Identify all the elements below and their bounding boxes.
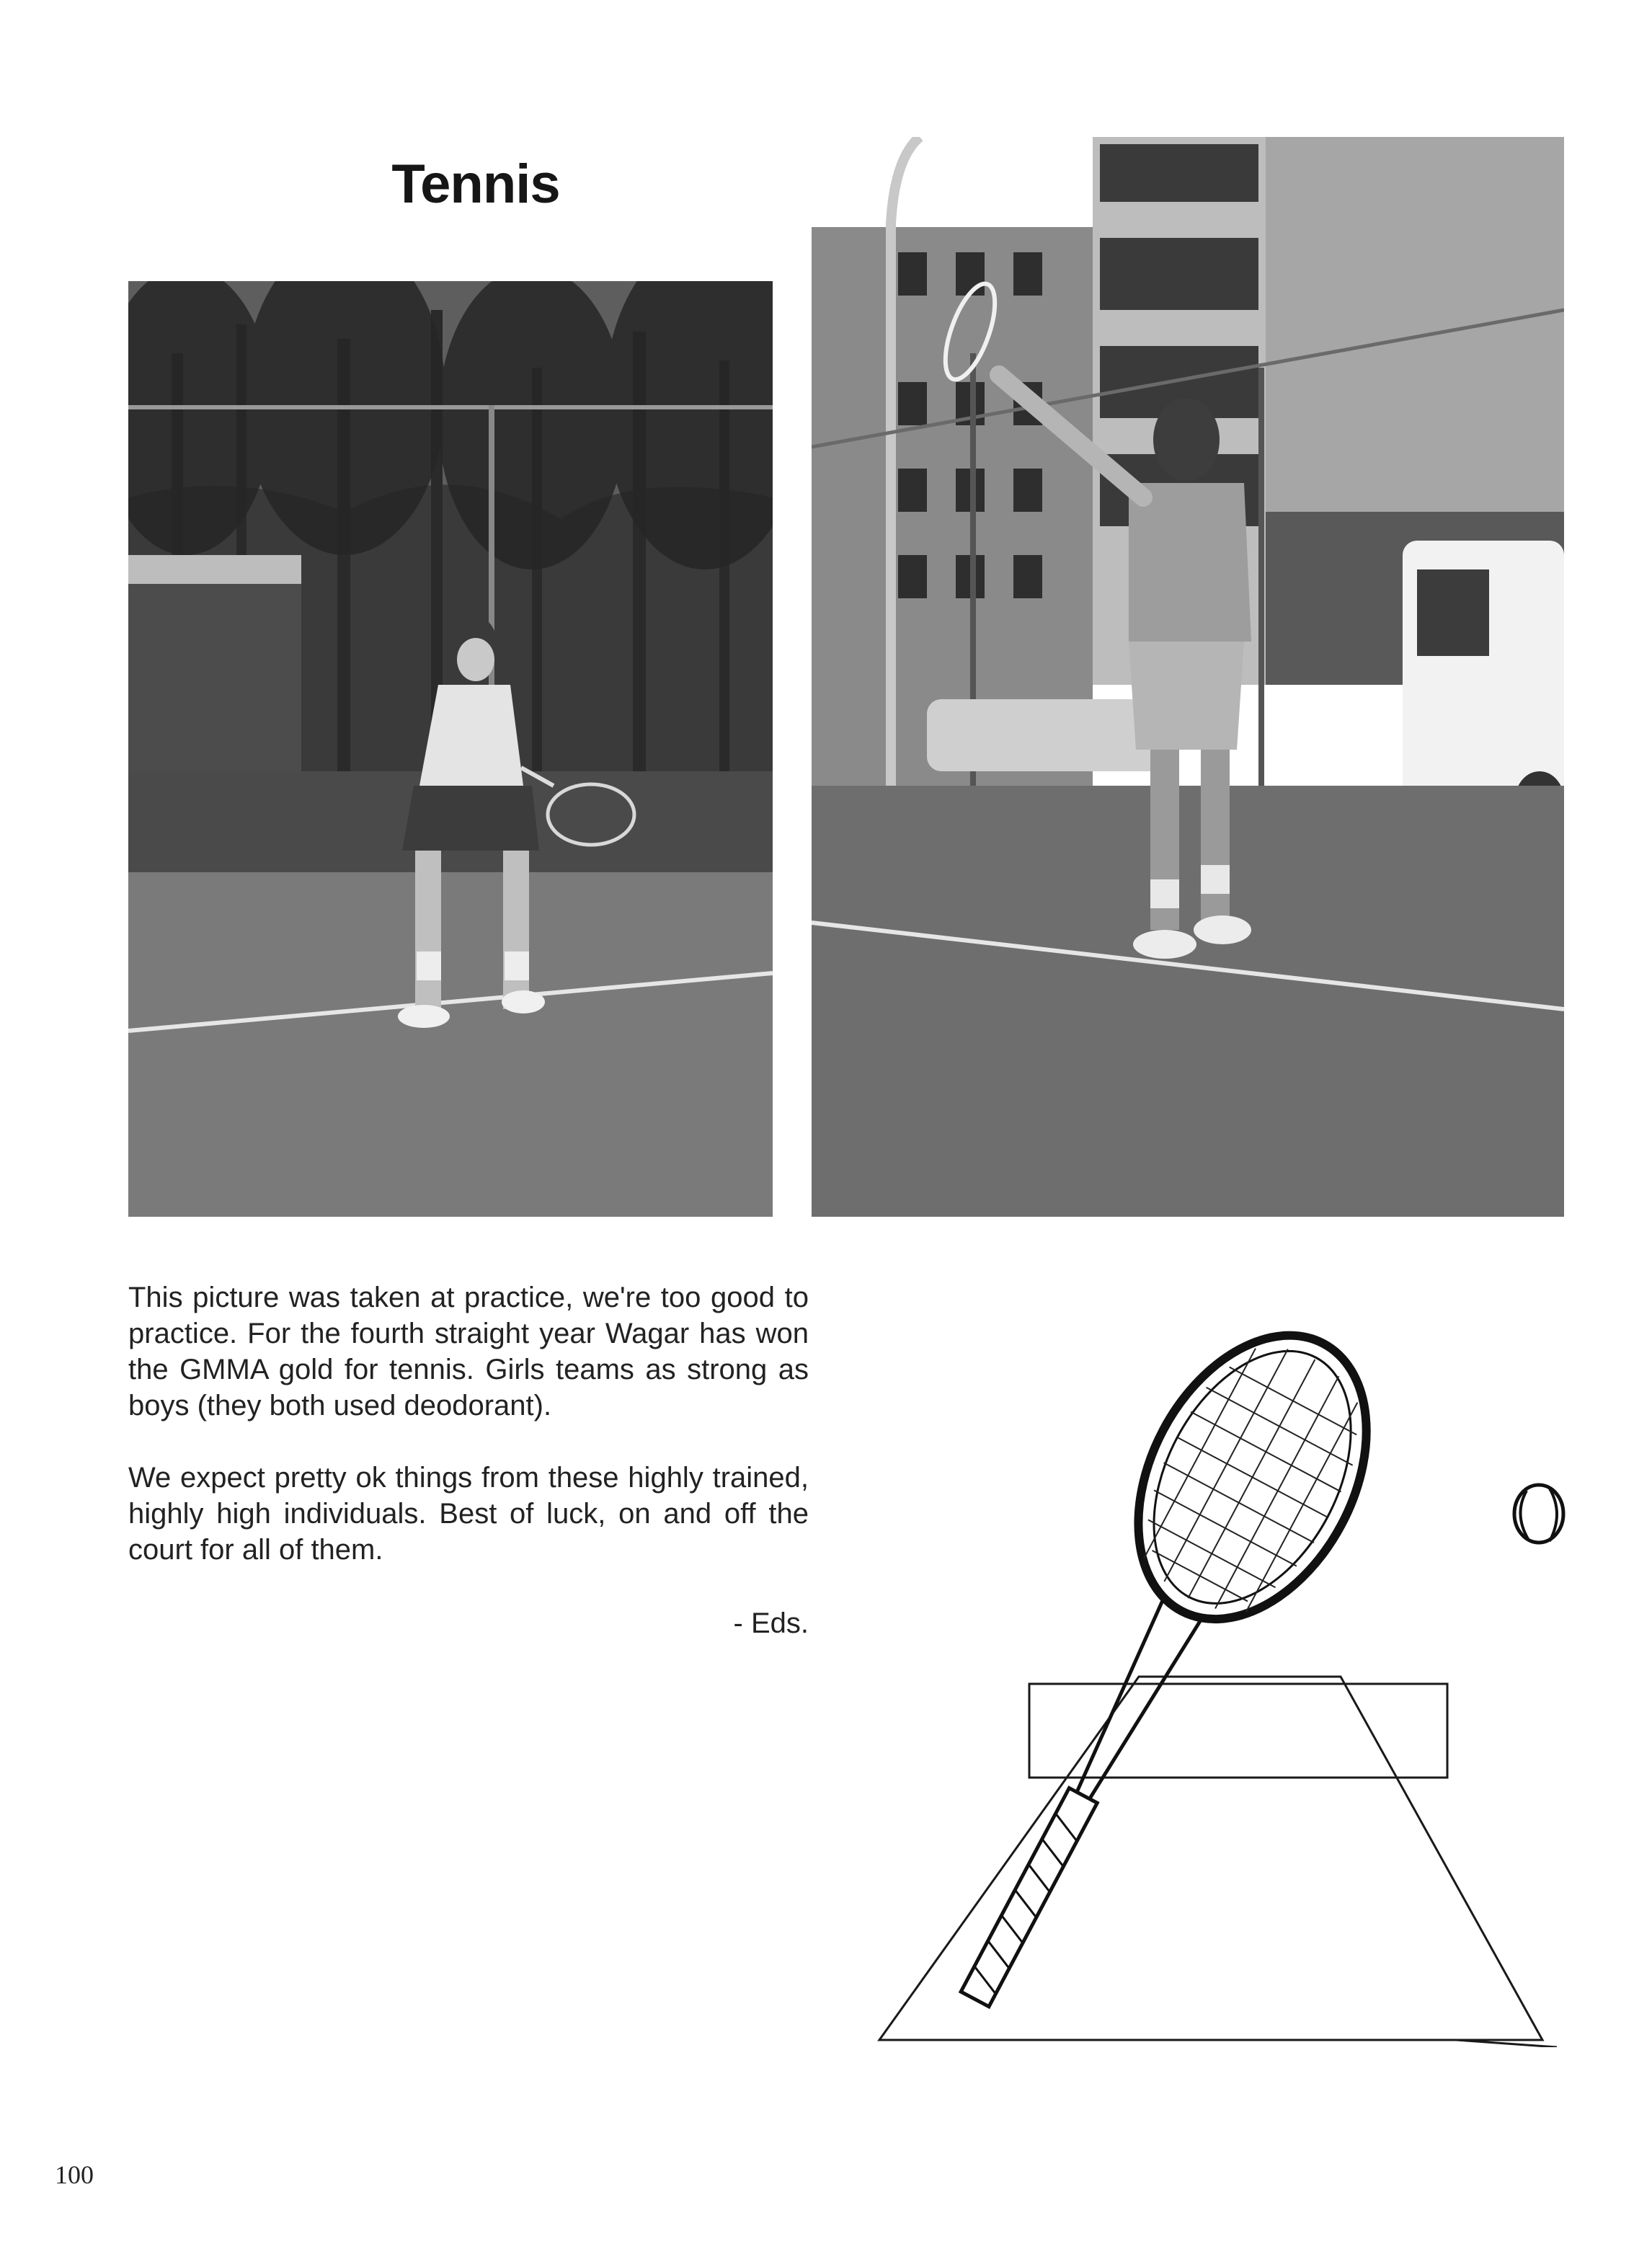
caption-text	[128, 1279, 809, 1604]
page-title: Tennis	[391, 154, 560, 215]
signoff: - Eds.	[733, 1607, 809, 1639]
page-number: 100	[55, 2160, 94, 2189]
photo-man-serving	[812, 137, 1564, 1217]
caption-paragraph-2: We expect pretty ok things from these highly trained, highly high individuals. Best of luck, on and off the court for all of them.	[128, 1462, 809, 1566]
photo-woman-tennis-player	[128, 281, 773, 1217]
caption-paragraph-1: This picture was taken at practice, we're too good to practice. For the fourth straight year Wagar has won the GMMA gold for tennis. Girls teams as strong as boys (they both used deodorant).	[128, 1282, 809, 1421]
tennis-ball-icon	[1514, 1485, 1563, 1543]
tennis-racket-sketch	[865, 1326, 1571, 2047]
